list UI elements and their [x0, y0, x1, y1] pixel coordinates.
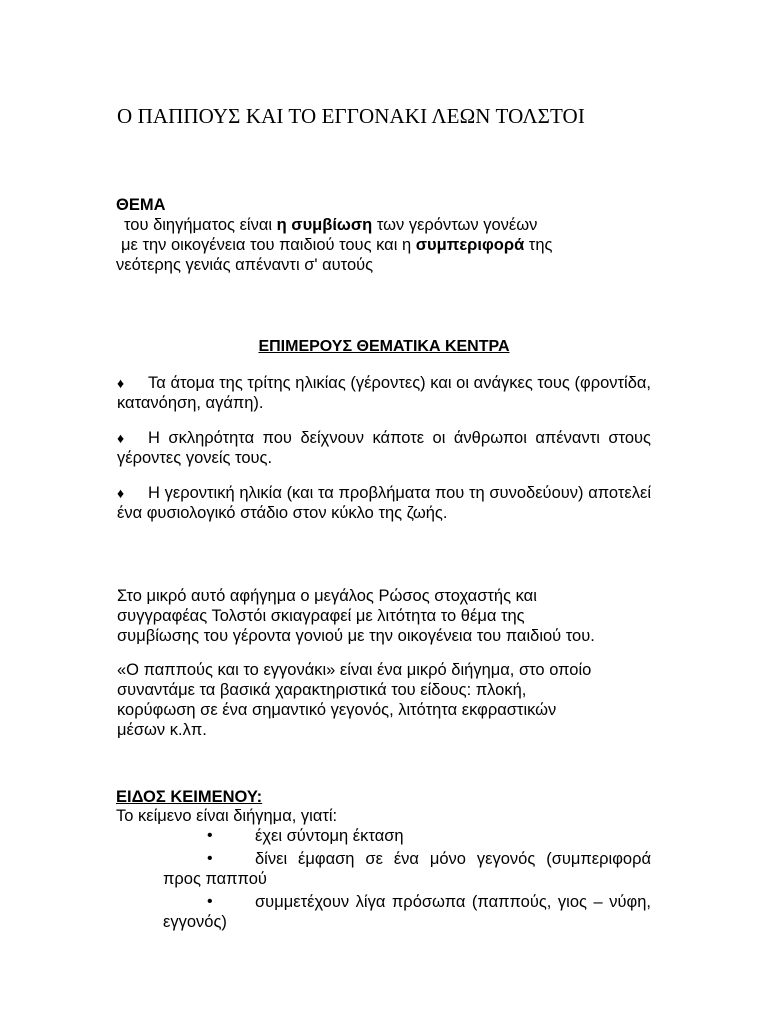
theme-text: των γερόντων γονέων [372, 216, 538, 234]
bullet-text: Η σκληρότητα που δείχνουν κάποτε οι άνθρωποι απέναντι στους γέροντες γονείς τους. [117, 429, 651, 467]
dot-bullet-icon: • [207, 827, 213, 844]
theme-text: της [524, 236, 553, 254]
list-item [117, 428, 651, 468]
list-item [163, 849, 651, 889]
paragraph-line: «Ο παππούς και το εγγονάκι» είναι ένα μικρό διήγημα, στο οποίο [117, 661, 592, 679]
paragraph-line: μέσων κ.λπ. [117, 721, 207, 739]
genre-item-text: συμμετέχουν λίγα πρόσωπα (παππούς, γιος – νύφη, εγγονός) [163, 893, 651, 931]
list-item [117, 483, 651, 523]
list-item [163, 892, 651, 932]
theme-emphasis: η συμβίωση [276, 216, 373, 234]
paragraph-line: Στο μικρό αυτό αφήγημα ο μεγάλος Ρώσος στοχαστής και [117, 587, 537, 605]
diamond-bullet-icon: ♦ [117, 375, 125, 391]
genre-intro: Το κείμενο είναι διήγημα, γιατί: [116, 807, 338, 825]
theme-text: με την οικογένεια του παιδιού τους και η [121, 236, 416, 254]
theme-emphasis: συμπεριφορά [415, 236, 525, 254]
theme-heading: ΘΕΜΑ [116, 196, 166, 214]
theme-section [116, 195, 656, 275]
genre-item-text: δίνει έμφαση σε ένα μόνο γεγονός (συμπεριφορά προς παππού [163, 850, 651, 888]
list-item [163, 826, 651, 846]
theme-text: του διηγήματος είναι [124, 216, 277, 234]
theme-line-2 [116, 235, 656, 255]
section-heading: ΕΠΙΜΕΡΟΥΣ ΘΕΜΑΤΙΚΑ ΚΕΝΤΡΑ [258, 338, 510, 355]
theme-line-3: νεότερης γενιάς απέναντι σ' αυτούς [116, 256, 374, 274]
document-title: Ο ΠΑΠΠΟΥΣ ΚΑΙ ΤΟ ΕΓΓΟΝΑΚΙ ΛΕΩΝ ΤΟΛΣΤΟΙ [117, 104, 585, 128]
paragraph-line: συγγραφέας Τολστόι σκιαγραφεί με λιτότητα το θέμα της [117, 607, 525, 625]
paragraph [117, 660, 657, 740]
bullet-text: Τα άτομα της τρίτης ηλικίας (γέροντες) και οι ανάγκες τους (φροντίδα, κατανόηση, αγάπη). [117, 374, 651, 412]
diamond-bullet-icon: ♦ [117, 430, 125, 446]
paragraph [117, 586, 657, 646]
genre-item-text: έχει σύντομη έκταση [255, 827, 404, 845]
diamond-bullet-icon: ♦ [117, 485, 125, 501]
genre-heading: ΕΙΔΟΣ ΚΕΙΜΕΝΟΥ: [116, 788, 263, 806]
list-item [117, 373, 651, 413]
paragraph-line: κορύφωση σε ένα σημαντικό γεγονός, λιτότητα εκφραστικών [117, 701, 557, 719]
paragraph-line: συναντάμε τα βασικά χαρακτηριστικά του είδους: πλοκή, [117, 681, 527, 699]
dot-bullet-icon: • [207, 850, 213, 867]
paragraph-line: συμβίωσης του γέροντα γονιού με την οικογένεια του παιδιού του. [117, 627, 595, 645]
dot-bullet-icon: • [207, 893, 213, 910]
bullet-text: Η γεροντική ηλικία (και τα προβλήματα που τη συνοδεύουν) αποτελεί ένα φυσιολογικό στάδιο στον κύκλο της ζωής. [117, 484, 651, 522]
theme-line-1 [116, 215, 656, 235]
